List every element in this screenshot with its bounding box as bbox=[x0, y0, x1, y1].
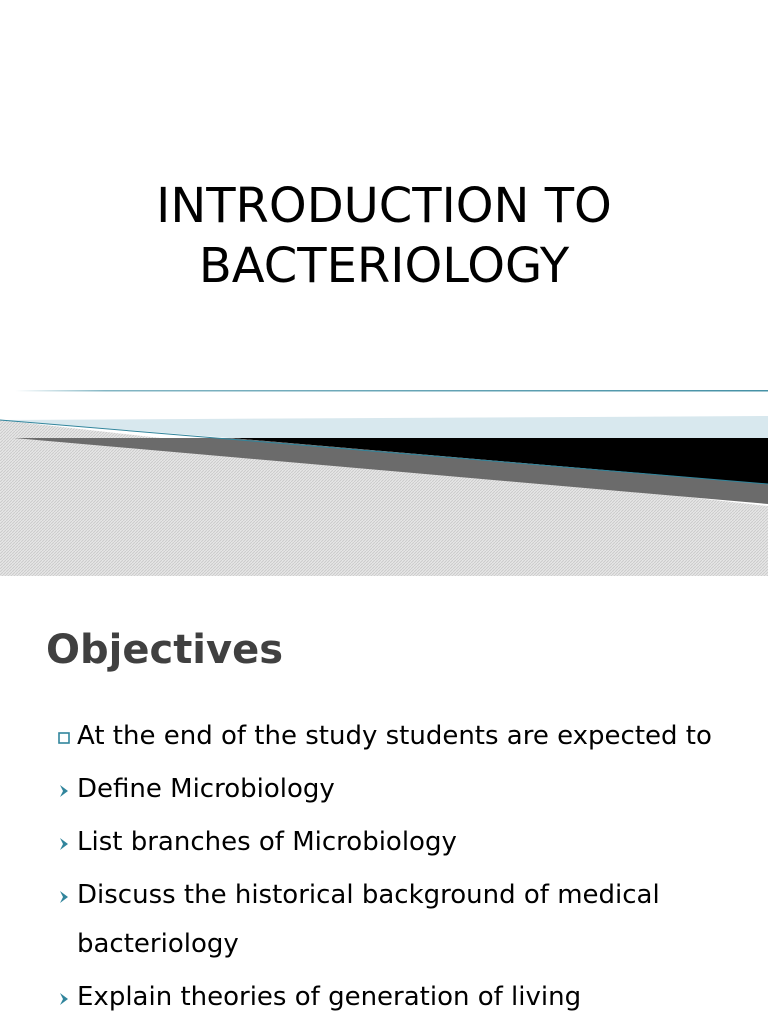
list-item bbox=[0, 973, 768, 1022]
arrow-bullet-icon bbox=[56, 973, 74, 1022]
arrow-bullet-icon bbox=[56, 871, 74, 920]
list-item-text: At the end of the study students are expected to bbox=[77, 721, 712, 751]
decorative-bands bbox=[0, 380, 768, 576]
title-line-1: INTRODUCTION TO bbox=[156, 178, 612, 234]
arrow-bullet-icon bbox=[56, 818, 74, 867]
list-item bbox=[0, 712, 768, 761]
slide-heading: Objectives bbox=[46, 627, 284, 673]
list-item-text: Discuss the historical background of medical bacteriology bbox=[77, 880, 660, 959]
list-item-text: Define Microbiology bbox=[77, 774, 335, 804]
objectives-list bbox=[0, 712, 768, 1024]
title-line-2: BACTERIOLOGY bbox=[198, 238, 570, 294]
slide-objectives bbox=[0, 576, 768, 1024]
list-item-text: Explain theories of generation of living bbox=[77, 982, 582, 1012]
list-item bbox=[0, 871, 768, 969]
list-item bbox=[0, 765, 768, 814]
list-item-text: List branches of Microbiology bbox=[77, 827, 457, 857]
square-bullet-icon bbox=[56, 712, 74, 761]
thin-teal-rule bbox=[15, 390, 768, 392]
slide-title-text bbox=[0, 176, 768, 296]
list-item bbox=[0, 818, 768, 867]
arrow-bullet-icon bbox=[56, 765, 74, 814]
